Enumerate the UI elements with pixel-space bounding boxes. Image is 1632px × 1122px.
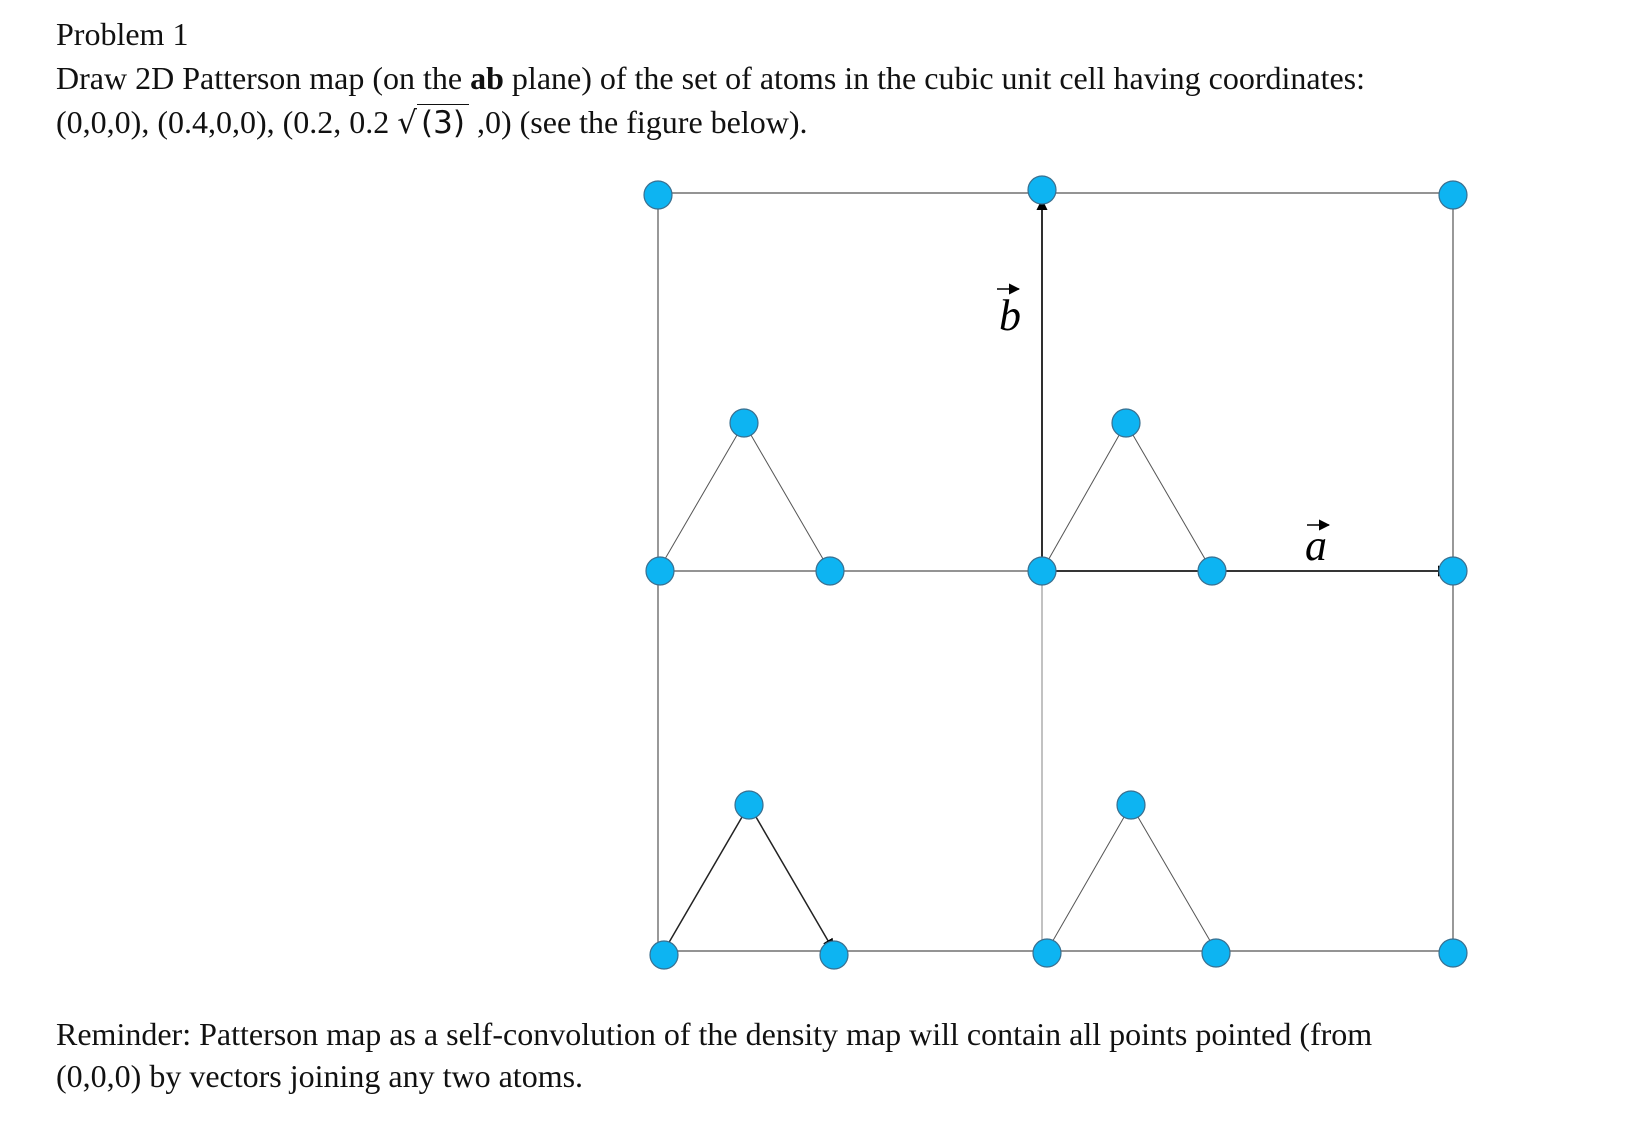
triangle-mid-left <box>658 423 830 571</box>
vector-b-label <box>997 289 1021 340</box>
atom <box>1112 409 1140 437</box>
reminder-line-2: (0,0,0) by vectors joining any two atoms. <box>56 1058 584 1094</box>
triangle-edge <box>1131 805 1216 951</box>
triangle-mid-right <box>1042 423 1212 571</box>
vector-a-letter: a <box>1305 521 1327 570</box>
atom <box>1028 176 1056 204</box>
statement-text-start: Draw 2D Patterson map (on the <box>56 60 471 96</box>
triangle-bottom-left <box>664 805 834 951</box>
atom <box>735 791 763 819</box>
statement-text-end: plane) of the set of atoms in the cubic unit cell having coordinates: <box>503 60 1365 96</box>
problem-title: Problem 1 <box>56 16 189 52</box>
atom <box>646 557 674 585</box>
vector-a-label <box>1305 521 1329 570</box>
atom <box>644 181 672 209</box>
sqrt-symbol: √ <box>397 105 418 141</box>
triangle-edge <box>749 805 834 951</box>
sqrt-radicand: (3) <box>417 104 469 141</box>
atom <box>730 409 758 437</box>
coordinates-text-end: ,0) (see the figure below). <box>468 104 808 140</box>
triangle-edge <box>1126 423 1212 571</box>
atom <box>650 941 678 969</box>
atom <box>1117 791 1145 819</box>
triangle-edge <box>744 423 830 571</box>
triangle-edge <box>664 805 749 951</box>
atom <box>1439 181 1467 209</box>
coordinates-text-start: (0,0,0), (0.4,0,0), (0.2, 0.2 <box>56 104 398 140</box>
plane-label-bold: ab <box>470 60 504 96</box>
triangle-edge <box>1047 805 1131 951</box>
atom-triangles <box>658 423 1216 951</box>
triangle-bottom-right <box>1047 805 1216 951</box>
atom <box>820 941 848 969</box>
reminder-line-1: Reminder: Patterson map as a self-convolution of the density map will contain all points pointed (from <box>56 1016 1373 1052</box>
atom <box>816 557 844 585</box>
triangle-edge <box>658 423 744 571</box>
atom <box>1033 939 1061 967</box>
atom <box>1028 557 1056 585</box>
atom <box>1198 557 1226 585</box>
triangle-edge <box>1042 423 1126 571</box>
atom <box>1202 939 1230 967</box>
vector-b-letter: b <box>999 291 1021 340</box>
atoms <box>644 176 1467 969</box>
atom <box>1439 939 1467 967</box>
atom <box>1439 557 1467 585</box>
